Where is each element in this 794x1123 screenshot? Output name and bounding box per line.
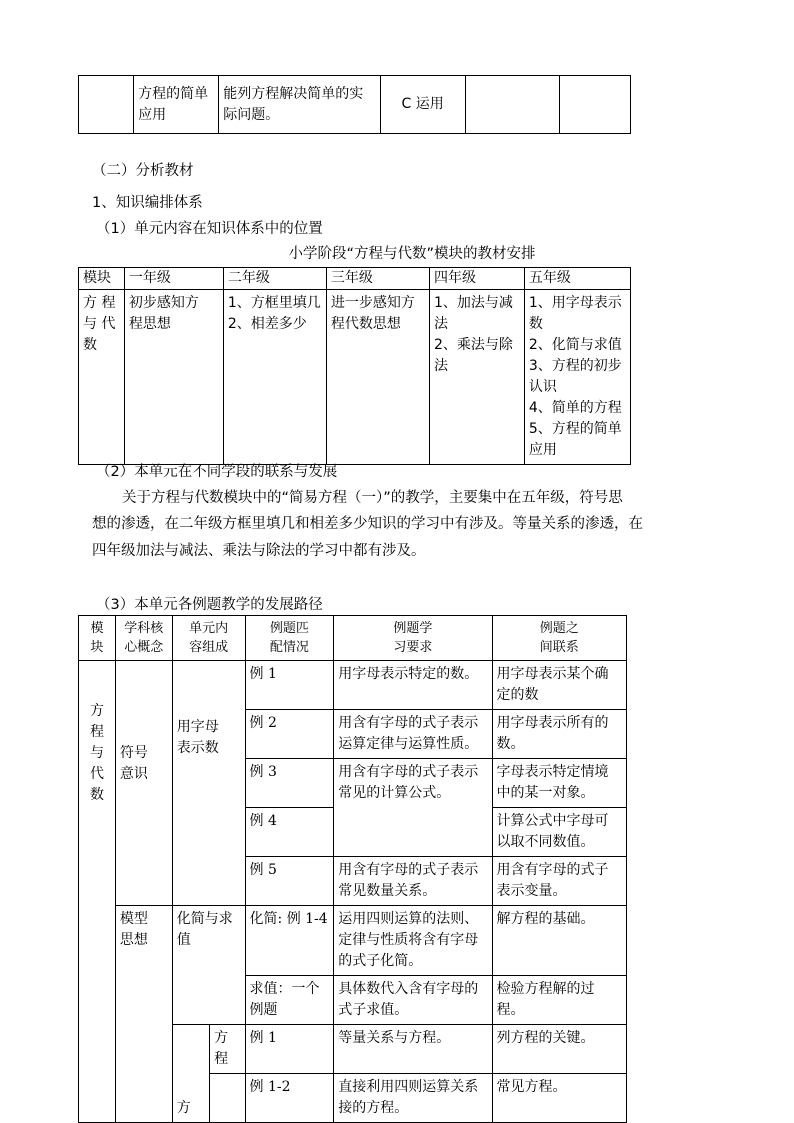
subsection-heading: （3）本单元各例题教学的发展路径	[96, 597, 323, 613]
link-cell: 用字母表示某个确 定的数	[492, 661, 627, 710]
table-header: 模 块	[79, 616, 116, 661]
paragraph-line: 想的渗透，在二年级方框里填几和相差多少知识的学习中有涉及。等量关系的渗透，在	[92, 516, 643, 532]
example-cell: 例 5	[245, 857, 334, 906]
subsection-heading: （1）单元内容在知识体系中的位置	[96, 221, 323, 237]
example-cell: 例 4	[245, 808, 334, 857]
link-cell: 字母表示特定情境 中的某一对象。	[492, 759, 627, 808]
subsection-heading: （2）本单元在不同学段的联系与发展	[96, 464, 338, 480]
table-header: 例题匹 配情况	[245, 616, 334, 661]
example-cell: 求值：一个 例题	[245, 976, 334, 1025]
table-cell: 初步感知方 程思想	[124, 290, 223, 465]
concept-cell: 符号 意识	[115, 661, 172, 906]
paragraph-line: 四年级加法与减法、乘法与除法的学习中都有涉及。	[92, 543, 426, 559]
section-heading: （二）分析教材	[92, 163, 194, 179]
table-header: 例题之 间联系	[492, 616, 627, 661]
requirement-cell: 用含有字母的式子表示 运算定律与运算性质。	[334, 710, 492, 759]
link-cell: 用含有字母的式子 表示变量。	[492, 857, 627, 906]
table-header: 单元内 容组成	[172, 616, 245, 661]
requirement-cell: 具体数代入含有字母的 式子求值。	[334, 976, 492, 1025]
table-cell: 进一步感知方 程代数思想	[326, 290, 429, 465]
requirement-cell: 直接利用四则运算关系 接的方程。	[334, 1074, 492, 1123]
requirement-cell: 用含有字母的式子表示 常见数量关系。	[334, 857, 492, 906]
table-cell: 1、方框里填几 2、相差多少	[223, 290, 326, 465]
grade-arrangement-table	[78, 267, 631, 465]
example-cell: 例 3	[245, 759, 334, 808]
table-cell: C 运用	[380, 76, 465, 134]
table-header: 例题学 习要求	[334, 616, 492, 661]
table-header: 四年级	[429, 268, 524, 290]
link-cell: 用字母表示所有的 数。	[492, 710, 627, 759]
requirement-cell: 用含有字母的式子表示 常见的计算公式。	[334, 759, 492, 857]
example-cell: 例 1	[245, 661, 334, 710]
requirement-cell: 运用四则运算的法则、 定律与性质将含有字母 的式子化简。	[334, 906, 492, 976]
example-cell: 例 1	[245, 1025, 334, 1074]
unit-cell: 用字母 表示数	[172, 661, 245, 906]
unit-cell: 化简与求 值	[172, 906, 245, 1025]
table-header: 三年级	[326, 268, 429, 290]
table-cell	[465, 76, 559, 134]
link-cell: 列方程的关键。	[492, 1025, 627, 1074]
table-header: 学科核 心概念	[115, 616, 172, 661]
unit-sub-cell	[210, 1074, 245, 1123]
example-cell: 例 1-2	[245, 1074, 334, 1123]
table-header: 五年级	[524, 268, 630, 290]
example-path-table	[78, 615, 627, 1123]
table-cell	[559, 76, 630, 134]
table-cell	[79, 76, 134, 134]
table-header: 一年级	[124, 268, 223, 290]
unit-cell: 方	[172, 1025, 209, 1123]
table-cell: 方程的简单 应用	[134, 76, 219, 134]
paragraph-line: 关于方程与代数模块中的“简易方程（一）”的教学，主要集中在五年级，符号思	[122, 490, 623, 506]
table-caption: 小学阶段“方程与代数”模块的教材安排	[288, 246, 536, 262]
table-header: 二年级	[223, 268, 326, 290]
table-cell: 方 程 与 代 数	[79, 290, 125, 465]
requirement-cell: 等量关系与方程。	[334, 1025, 492, 1074]
link-cell: 检验方程解的过程。	[492, 976, 627, 1025]
curriculum-table-continued	[78, 75, 631, 134]
example-cell: 化简: 例 1-4	[245, 906, 334, 976]
requirement-cell: 用字母表示特定的数。	[334, 661, 492, 710]
link-cell: 计算公式中字母可 以取不同数值。	[492, 808, 627, 857]
example-cell: 例 2	[245, 710, 334, 759]
table-cell: 能列方程解决简单的实 际问题。	[219, 76, 380, 134]
table-cell: 1、加法与减 法 2、乘法与除 法	[429, 290, 524, 465]
concept-cell: 模型 思想	[115, 906, 172, 1123]
link-cell: 解方程的基础。	[492, 906, 627, 976]
link-cell: 常见方程。	[492, 1074, 627, 1123]
subsection-heading: 1、知识编排体系	[92, 195, 203, 211]
table-header: 模块	[79, 268, 125, 290]
module-cell: 方 程 与 代 数	[79, 661, 116, 1123]
table-cell: 1、用字母表示 数 2、化简与求值 3、方程的初步 认识 4、简单的方程 5、方程的简单 应用	[524, 290, 630, 465]
unit-sub-cell: 方 程	[210, 1025, 245, 1074]
